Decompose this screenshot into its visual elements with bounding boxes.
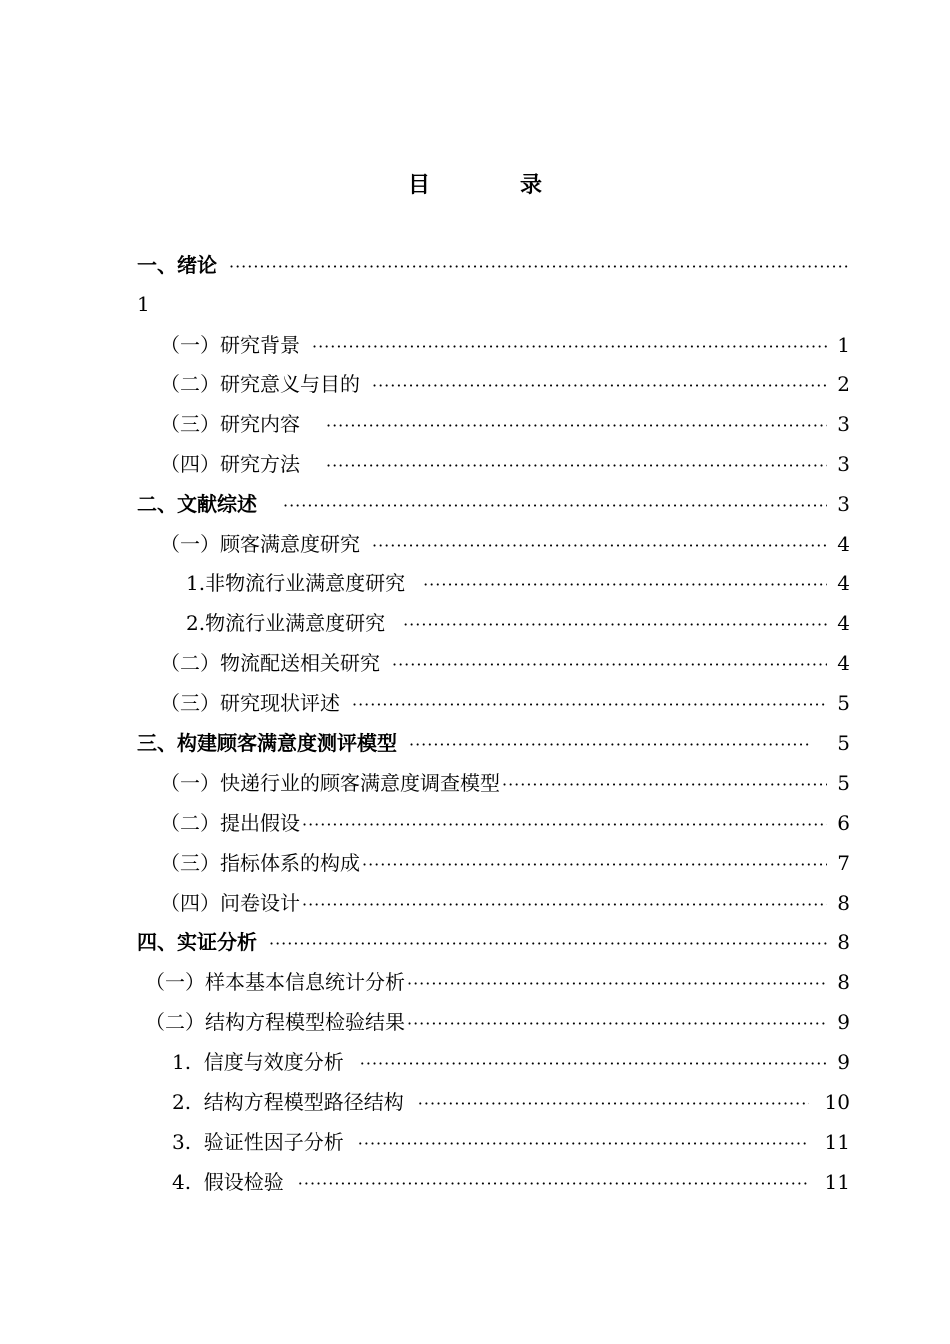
toc-leader-dots (407, 1009, 827, 1039)
toc-entry-label: 1.非物流行业满意度研究 (186, 571, 406, 595)
toc-entry-page: 8 (837, 891, 850, 915)
toc-entry[interactable] (160, 888, 850, 918)
toc-leader-dots (326, 451, 827, 481)
toc-entry[interactable] (145, 1007, 850, 1037)
toc-entry-label: （四）问卷设计 (160, 891, 300, 915)
toc-entry-label: （一）快递行业的顾客满意度调查模型 (160, 771, 500, 795)
toc-entry[interactable] (160, 848, 850, 878)
toc-leader-dots (302, 810, 827, 840)
toc-entry-page: 1 (137, 292, 150, 316)
toc-leader-dots (360, 1049, 827, 1079)
toc-entry-page: 11 (824, 1130, 850, 1154)
title-char-2: 录 (520, 172, 543, 198)
toc-entry[interactable] (137, 728, 850, 758)
toc-entry[interactable] (160, 688, 850, 718)
toc-entry[interactable] (160, 409, 850, 439)
toc-leader-dots (326, 411, 827, 441)
toc-leader-dots (229, 252, 849, 282)
page-title (0, 168, 950, 199)
toc-entry[interactable] (160, 529, 850, 559)
toc-entry[interactable] (137, 927, 850, 957)
toc-entry-page: 4 (837, 571, 850, 595)
toc-entry-page: 3 (837, 452, 850, 476)
toc-leader-dots (312, 332, 827, 362)
toc-entry-label: （三）研究内容 (160, 412, 300, 436)
toc-entry-page: 6 (837, 811, 850, 835)
toc-entry-label: （二）结构方程模型检验结果 (145, 1010, 405, 1034)
toc-entry[interactable] (160, 768, 850, 798)
toc-entry-label: （二）研究意义与目的 (160, 372, 360, 396)
toc-leader-dots (407, 969, 827, 999)
toc-entry[interactable] (145, 967, 850, 997)
toc-entry-page: 10 (824, 1090, 850, 1114)
toc-leader-dots (403, 610, 827, 640)
toc-leader-dots (418, 1089, 809, 1119)
toc-entry-page: 7 (837, 851, 850, 875)
toc-entry[interactable] (172, 1127, 850, 1157)
toc-entry-label: （四）研究方法 (160, 452, 300, 476)
title-char-1: 目 (407, 172, 430, 198)
toc-entry-label: 一、绪论 (137, 253, 217, 277)
toc-entry-label: （三）指标体系的构成 (160, 851, 360, 875)
toc-entry-label: 三、构建顾客满意度测评模型 (137, 731, 397, 755)
toc-entry-page: 5 (837, 691, 850, 715)
toc-entry-page: 9 (837, 1010, 850, 1034)
toc-leader-dots (352, 690, 827, 720)
toc-entry-page: 5 (837, 771, 850, 795)
toc-leader-dots (302, 890, 827, 920)
toc-leader-dots (362, 850, 827, 880)
toc-entry-page: 4 (837, 532, 850, 556)
toc-entry-label: （二）提出假设 (160, 811, 300, 835)
toc-leader-dots (392, 650, 827, 680)
toc-entry-label: 4. 假设检验 (172, 1170, 284, 1194)
toc-entry[interactable] (186, 608, 850, 638)
toc-entry-page: 3 (837, 492, 850, 516)
toc-entry-page: 3 (837, 412, 850, 436)
toc-entry-label: 2.物流行业满意度研究 (186, 611, 386, 635)
toc-entry[interactable] (172, 1047, 850, 1077)
toc-entry-label: （一）样本基本信息统计分析 (145, 970, 405, 994)
toc-entry-label: （三）研究现状评述 (160, 691, 340, 715)
toc-entry[interactable] (172, 1087, 850, 1117)
toc-entry-label: 3. 验证性因子分析 (172, 1130, 344, 1154)
toc-leader-dots (423, 570, 827, 600)
toc-entry[interactable] (137, 250, 849, 280)
toc-entry-page: 8 (837, 970, 850, 994)
toc-entry[interactable] (160, 648, 850, 678)
toc-leader-dots (372, 371, 827, 401)
toc-entry-label: 四、实证分析 (137, 930, 257, 954)
toc-leader-dots (269, 929, 827, 959)
toc-leader-dots (502, 770, 827, 800)
toc-entry[interactable] (160, 330, 850, 360)
toc-leader-dots (298, 1169, 809, 1199)
toc-entry-page: 1 (837, 333, 850, 357)
toc-entry-label: （一）顾客满意度研究 (160, 532, 360, 556)
toc-entry-page: 4 (837, 611, 850, 635)
toc-entry-page: 2 (837, 372, 850, 396)
toc-leader-dots (358, 1129, 809, 1159)
toc-leader-dots (372, 531, 827, 561)
toc-entry-label: 1. 信度与效度分析 (172, 1050, 344, 1074)
toc-entry[interactable] (160, 369, 850, 399)
toc-entry[interactable] (137, 489, 850, 519)
toc-leader-dots (409, 730, 811, 760)
toc-entry[interactable] (160, 808, 850, 838)
toc-entry[interactable] (172, 1167, 850, 1197)
toc-leader-dots (283, 491, 827, 521)
toc-entry-page: 5 (837, 731, 850, 755)
toc-entry-label: （二）物流配送相关研究 (160, 651, 380, 675)
toc-entry-page: 11 (824, 1170, 850, 1194)
toc-entry-page: 4 (837, 651, 850, 675)
toc-entry-label: 二、文献综述 (137, 492, 257, 516)
toc-entry-label: （一）研究背景 (160, 333, 300, 357)
toc-entry[interactable] (160, 449, 850, 479)
toc-entry[interactable] (186, 568, 850, 598)
toc-entry-label: 2. 结构方程模型路径结构 (172, 1090, 404, 1114)
toc-entry-page: 9 (837, 1050, 850, 1074)
toc-entry-page: 8 (837, 930, 850, 954)
